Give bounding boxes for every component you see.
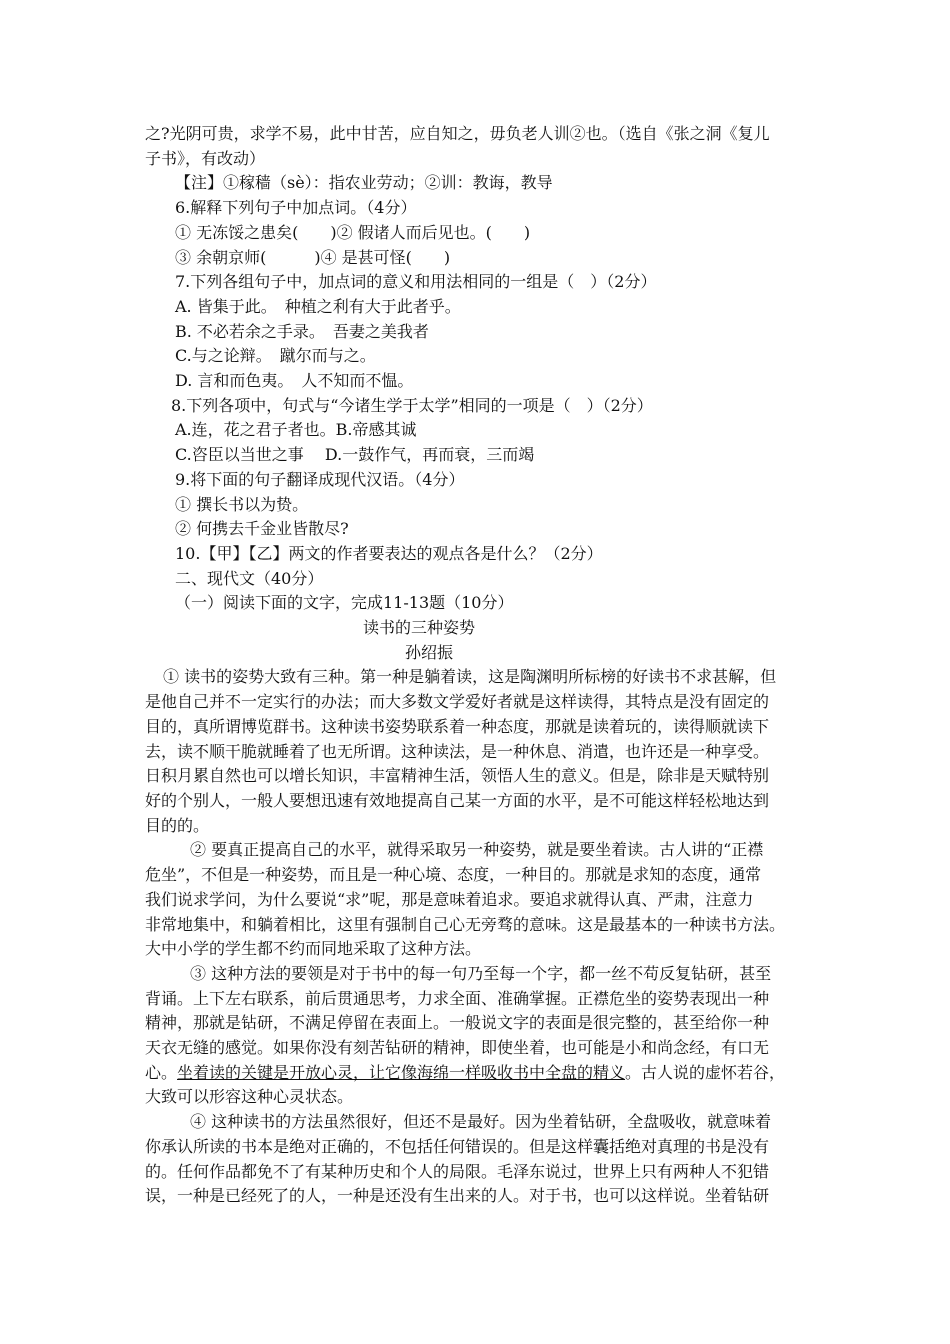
paragraph-4-line: 你承认所读的书本是绝对正确的，不包括任何错误的。但是这样囊括绝对真理的书是没有 — [145, 1136, 770, 1156]
paragraph-1-line: 日积月累自然也可以增长知识，丰富精神生活，领悟人生的意义。但是，除非是天赋特别 — [145, 766, 770, 786]
paragraph-3-line — [145, 1061, 815, 1086]
paragraph-1-line: 是他自己并不一定实行的办法；而大多数文学爱好者就是这样读得，其特点是没有固定的 — [145, 692, 770, 712]
question-6: 6.解释下列句子中加点词。（4分） — [175, 198, 417, 218]
option-c: C.与之论辩。 蹴尔而与之。 — [175, 346, 376, 366]
paragraph-3-line: ③ 这种方法的要领是对于书中的每一句乃至每一个字，都一丝不苟反复钻研，甚至 — [190, 963, 772, 983]
annotation-note: 【注】①稼穑（sè）：指农业劳动；②训：教诲，教导 — [175, 173, 553, 193]
subsection-heading: （一）阅读下面的文字，完成11-13题（10分） — [175, 593, 514, 613]
paragraph-1-line: 目的，真所谓博览群书。这种读书姿势联系着一种态度，那就是读着玩的，读得顺就读下 — [145, 716, 770, 736]
question-8: 8.下列各项中，句式与“今诸生学于太学”相同的一项是（ ）（2分） — [171, 395, 653, 415]
question-9: 9.将下面的句子翻译成现代汉语。（4分） — [175, 469, 465, 489]
text-segment: 。古人说的虚怀若谷， — [625, 1062, 786, 1082]
text-line: 之?光阴可贵，求学不易，此中甘苦，应自知之，毋负老人训②也。（选自《张之洞《复儿 — [145, 124, 770, 143]
paragraph-2-line: 我们说求学问，为什么要说“求”呢，那是意味着追求。要追求就得认真、严肃，注意力 — [145, 889, 754, 909]
question-10: 10.【甲】【乙】两文的作者要表达的观点各是什么？（2分） — [175, 543, 603, 563]
question-7: 7.下列各组句子中，加点词的意义和用法相同的一组是（ ）（2分） — [175, 272, 657, 292]
question-6-items-a: ① 无冻馁之患矣( )② 假诸人而后见也。( ) — [175, 222, 531, 242]
question-9-item-1: ① 撰长书以为贽。 — [175, 494, 309, 514]
paragraph-4-line: 误，一种是已经死了的人，一种是还没有生出来的人。对于书，也可以这样说。坐着钻研 — [145, 1186, 770, 1206]
paragraph-3-line: 背诵。上下左右联系，前后贯通思考，力求全面、准确掌握。正襟危坐的姿势表现出一种 — [145, 988, 770, 1008]
option-d: D. 言和而色夷。 人不知而不愠。 — [175, 371, 414, 391]
question-8-options-cd: C.咨臣以当世之事 D.一鼓作气，再而衰，三而竭 — [175, 445, 535, 465]
paragraph-2-line: 非常地集中，和躺着相比，这里有强制自己心无旁骛的意味。这是最基本的一种读书方法。 — [145, 914, 786, 934]
paragraph-2-line: 大中小学的学生都不约而同地采取了这种方法。 — [145, 939, 482, 959]
section-heading: 二、现代文（40分） — [175, 568, 324, 588]
underlined-sentence: 坐着读的关键是开放心灵，让它像海绵一样吸收书中全盘的精义 — [177, 1062, 626, 1082]
article-title: 读书的三种姿势 — [363, 618, 476, 638]
paragraph-2-line: ② 要真正提高自己的水平，就得采取另一种姿势，就是要坐着读。古人讲的“正襟 — [190, 840, 764, 860]
paragraph-4-line: 的。任何作品都免不了有某种历史和个人的局限。毛泽东说过，世界上只有两种人不犯错 — [145, 1161, 770, 1181]
paragraph-3-line: 大致可以形容这种心灵状态。 — [145, 1087, 354, 1107]
paragraph-1-line: 去，读不顺干脆就睡着了也无所谓。这种读法，是一种休息、消遣，也许还是一种享受。 — [145, 741, 770, 761]
paragraph-3-line: 精神，那就是钻研，不满足停留在表面上。一般说文字的表面是很完整的，甚至给你一种 — [145, 1013, 770, 1033]
document-page — [145, 122, 815, 1209]
option-b: B. 不必若余之手录。 吾妻之美我者 — [175, 321, 429, 341]
question-8-options-ab: A.连，花之君子者也。B.帝感其诚 — [175, 420, 417, 440]
paragraph-1-line: 好的个别人，一般人要想迅速有效地提高自己某一方面的水平，是不可能这样轻松地达到 — [145, 790, 770, 810]
paragraph-4-line: ④ 这种读书的方法虽然很好，但还不是最好。因为坐着钻研，全盘吸收，就意味着 — [190, 1112, 772, 1132]
text-line: 子书》，有改动） — [145, 148, 266, 168]
question-9-item-2: ② 何携去千金业皆散尽? — [175, 519, 349, 539]
paragraph-1-line: ① 读书的姿势大致有三种。第一种是躺着读，这是陶渊明所标榜的好读书不求甚解，但 — [163, 667, 777, 687]
paragraph-3-line: 天衣无缝的感觉。如果你没有刻苦钻研的精神，即使坐着，也可能是小和尚念经，有口无 — [145, 1038, 770, 1058]
text-segment: 心。 — [145, 1062, 178, 1082]
option-a: A. 皆集于此。 种植之利有大于此者乎。 — [175, 296, 461, 316]
article-author: 孙绍振 — [405, 642, 454, 662]
question-6-items-b: ③ 余朝京师( )④ 是甚可怪( ) — [175, 247, 451, 267]
paragraph-2-line: 危坐”，不但是一种姿势，而且是一种心境、态度，一种目的。那就是求知的态度，通常 — [145, 865, 762, 885]
paragraph-1-line: 目的的。 — [145, 815, 210, 835]
